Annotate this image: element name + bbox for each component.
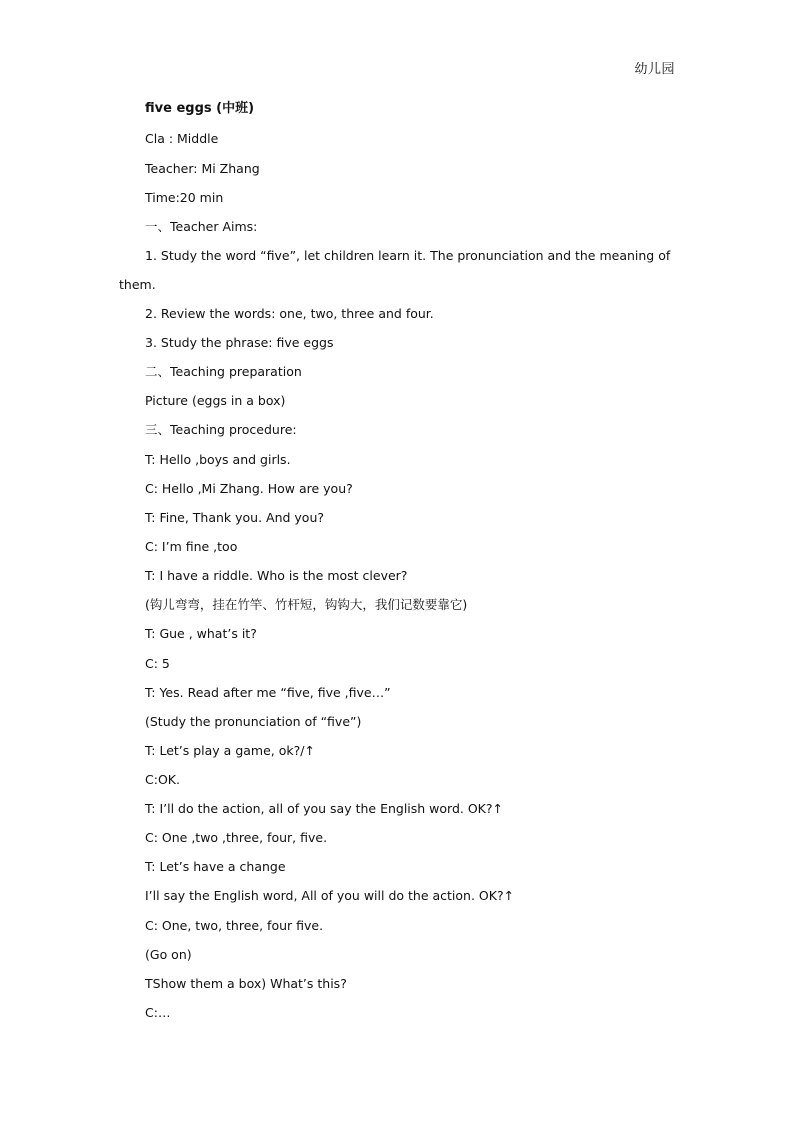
dialogue-line: T: Yes. Read after me “five, five ,five…” xyxy=(145,685,391,700)
page-header-label: 幼儿园 xyxy=(634,62,675,77)
teacher-line: Teacher: Mi Zhang xyxy=(145,161,260,176)
dialogue-line: I’ll say the English word, All of you will do the action. OK?↑ xyxy=(145,888,515,903)
dialogue-line: C: I’m fine ,too xyxy=(145,539,238,554)
section-heading-procedure: 三、Teaching procedure: xyxy=(145,422,297,437)
preparation-item: Picture (eggs in a box) xyxy=(145,393,286,408)
dialogue-line: T: Hello ,boys and girls. xyxy=(145,452,291,467)
dialogue-line: T: I’ll do the action, all of you say the English word. OK?↑ xyxy=(145,801,503,816)
section-heading-aims: 一、Teacher Aims: xyxy=(145,219,258,234)
aim-item-1: 1. Study the word “five”, let children learn it. The pronunciation and the meaning of xyxy=(145,248,671,263)
dialogue-line: C:OK. xyxy=(145,772,180,787)
aim-item-1-continued: them. xyxy=(119,277,156,292)
document-title: five eggs (中班) xyxy=(145,101,255,116)
note-line: (Study the pronunciation of “five”) xyxy=(145,714,362,729)
dialogue-line: C: One ,two ,three, four, five. xyxy=(145,830,328,845)
dialogue-line: C: Hello ,Mi Zhang. How are you? xyxy=(145,481,353,496)
dialogue-line: C:… xyxy=(145,1005,171,1020)
dialogue-line: T: Fine, Thank you. And you? xyxy=(145,510,325,525)
dialogue-line: C: 5 xyxy=(145,656,170,671)
dialogue-line: C: One, two, three, four five. xyxy=(145,918,324,933)
aim-item-3: 3. Study the phrase: five eggs xyxy=(145,335,334,350)
section-heading-preparation: 二、Teaching preparation xyxy=(145,364,302,379)
aim-item-2: 2. Review the words: one, two, three and four. xyxy=(145,306,434,321)
dialogue-line: T: I have a riddle. Who is the most clever? xyxy=(145,568,408,583)
time-line: Time:20 min xyxy=(145,190,224,205)
dialogue-line: T: Let’s play a game, ok?/↑ xyxy=(145,743,315,758)
note-line: (Go on) xyxy=(145,947,192,962)
dialogue-line: TShow them a box) What’s this? xyxy=(145,976,347,991)
riddle-line: (钩儿弯弯，挂在竹竿、竹杆短，钩钩大，我们记数要靠它) xyxy=(145,597,468,612)
class-line: Cla : Middle xyxy=(145,131,219,146)
dialogue-line: T: Gue , what’s it? xyxy=(145,626,257,641)
dialogue-line: T: Let’s have a change xyxy=(145,859,286,874)
